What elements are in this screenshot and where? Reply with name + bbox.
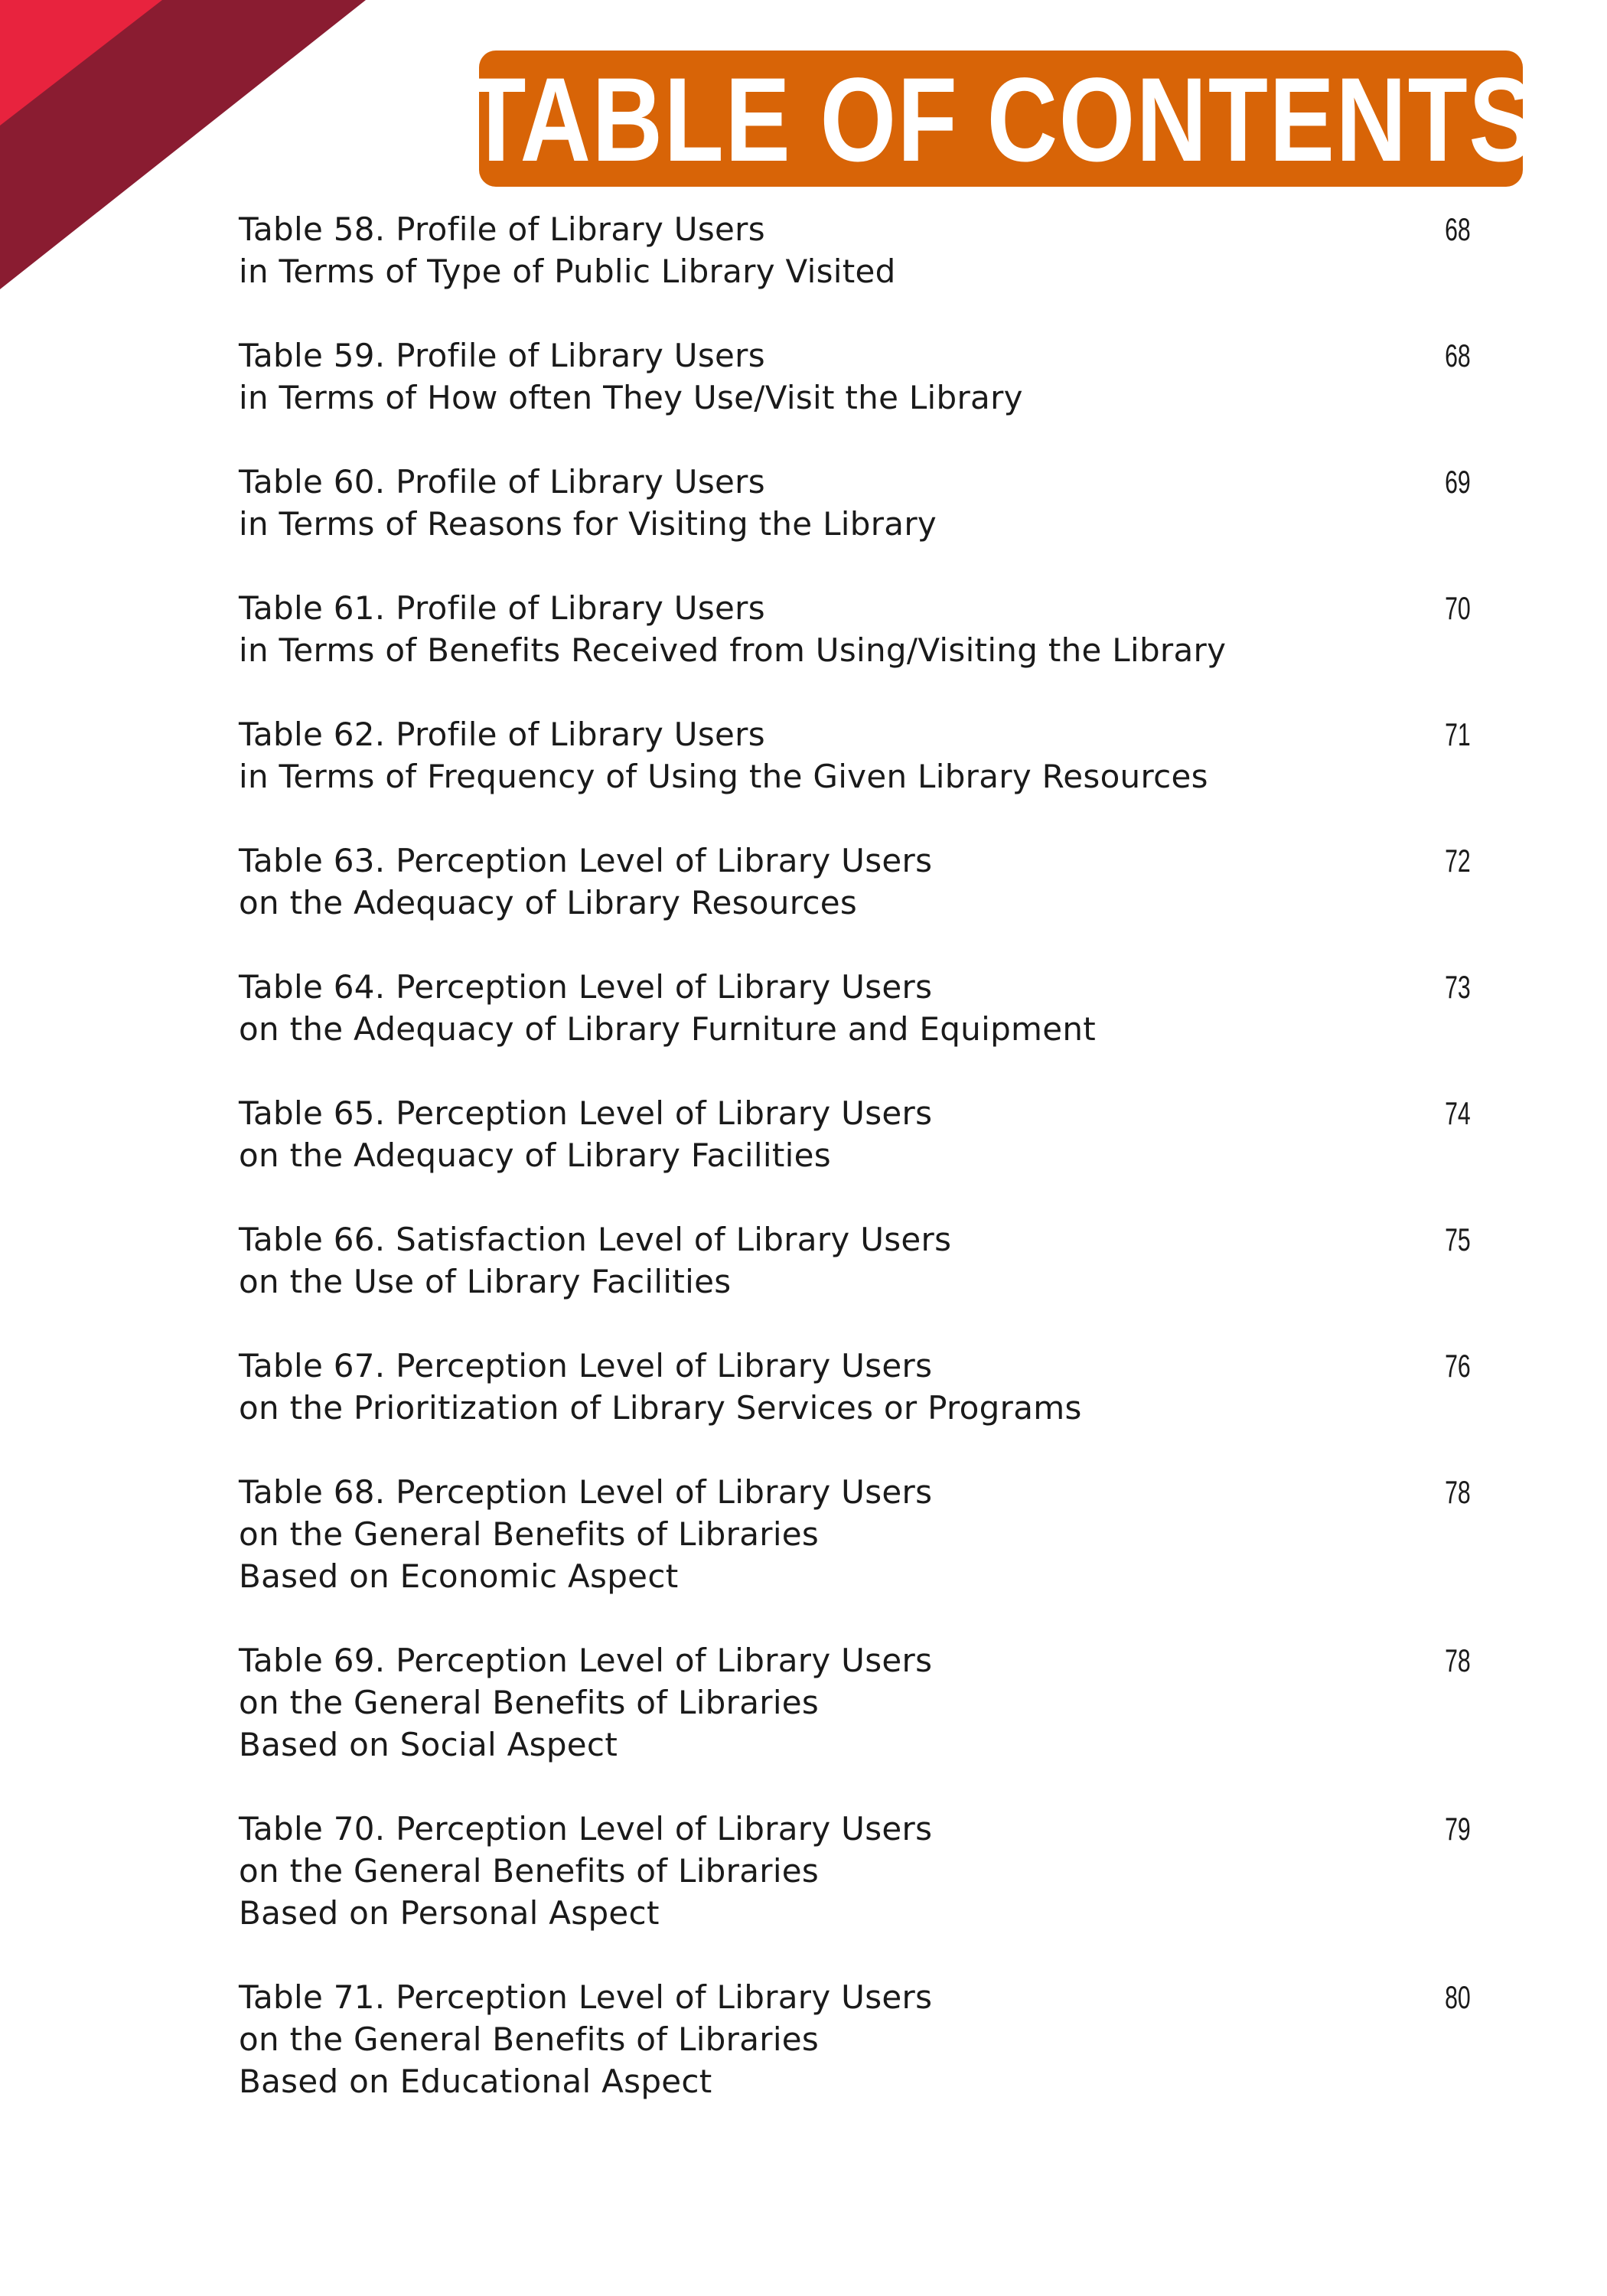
toc-entry-title: Table 59. Profile of Library Users <box>239 337 765 374</box>
toc-entry[interactable] <box>239 461 1471 545</box>
toc-entry-subtitle: Based on Educational Aspect <box>239 2063 712 2100</box>
toc-entry-subtitle: on the General Benefits of Libraries <box>239 1515 820 1553</box>
toc-entry-subtitle: in Terms of Type of Public Library Visited <box>239 253 896 290</box>
toc-entry-title: Table 61. Profile of Library Users <box>239 589 765 627</box>
toc-entry-title: Table 63. Perception Level of Library Users <box>239 842 933 879</box>
toc-entry-subtitle: Based on Social Aspect <box>239 1726 618 1763</box>
toc-entry-subtitle: on the Use of Library Facilities <box>239 1263 732 1300</box>
toc-entry-title: Table 58. Profile of Library Users <box>239 210 765 248</box>
toc-page-number: 72 <box>1445 843 1471 879</box>
toc-entry[interactable] <box>239 1639 1471 1766</box>
toc-entry[interactable] <box>239 1976 1471 2102</box>
toc-entry-subtitle: on the General Benefits of Libraries <box>239 2020 820 2058</box>
toc-entry-subtitle: Based on Personal Aspect <box>239 1894 660 1932</box>
toc-entry-title: Table 68. Perception Level of Library Users <box>239 1473 933 1511</box>
title-banner <box>466 51 1536 187</box>
toc-page-number: 68 <box>1445 211 1471 247</box>
toc-entry-subtitle: in Terms of Reasons for Visiting the Library <box>239 505 937 543</box>
toc-entry-title: Table 66. Satisfaction Level of Library Users <box>239 1221 952 1258</box>
toc-entry[interactable] <box>239 1092 1471 1176</box>
toc-list <box>239 208 1471 2144</box>
toc-entry-title: Table 70. Perception Level of Library Users <box>239 1810 933 1848</box>
toc-entry[interactable] <box>239 1345 1471 1429</box>
toc-page-number: 73 <box>1445 969 1471 1005</box>
toc-page-number: 71 <box>1445 716 1471 752</box>
toc-entry-subtitle: in Terms of How often They Use/Visit the Library <box>239 379 1023 416</box>
toc-entry[interactable] <box>239 208 1471 292</box>
toc-entry-title: Table 69. Perception Level of Library Users <box>239 1642 933 1679</box>
toc-page-number: 78 <box>1445 1642 1471 1678</box>
toc-entry[interactable] <box>239 1218 1471 1303</box>
toc-page-number: 74 <box>1445 1095 1471 1131</box>
toc-page-number: 70 <box>1445 590 1471 626</box>
toc-entry[interactable] <box>239 587 1471 671</box>
toc-entry-subtitle: on the Prioritization of Library Services or Programs <box>239 1389 1082 1427</box>
toc-entry-subtitle: on the General Benefits of Libraries <box>239 1684 820 1721</box>
toc-page-number: 69 <box>1445 464 1471 500</box>
toc-page-number: 79 <box>1445 1811 1471 1847</box>
toc-page-number: 76 <box>1445 1348 1471 1384</box>
toc-entry-title: Table 67. Perception Level of Library Users <box>239 1347 933 1384</box>
page-title: TABLE OF CONTENTS <box>466 54 1536 187</box>
toc-entry-subtitle: on the Adequacy of Library Furniture and Equipment <box>239 1010 1097 1048</box>
toc-page-number: 75 <box>1445 1221 1471 1257</box>
toc-entry-subtitle: on the General Benefits of Libraries <box>239 1852 820 1890</box>
toc-entry-title: Table 65. Perception Level of Library Users <box>239 1094 933 1132</box>
toc-entry[interactable] <box>239 1471 1471 1597</box>
toc-page-number: 80 <box>1445 1979 1471 2015</box>
toc-entry-title: Table 62. Profile of Library Users <box>239 716 765 753</box>
toc-entry-subtitle: in Terms of Frequency of Using the Given Library Resources <box>239 758 1208 795</box>
toc-entry-title: Table 64. Perception Level of Library Users <box>239 968 933 1006</box>
toc-page-number: 78 <box>1445 1474 1471 1510</box>
toc-entry-subtitle: on the Adequacy of Library Resources <box>239 884 858 921</box>
toc-entry-title: Table 71. Perception Level of Library Users <box>239 1978 933 2016</box>
toc-entry-title: Table 60. Profile of Library Users <box>239 463 765 501</box>
toc-entry[interactable] <box>239 713 1471 797</box>
toc-page-number: 68 <box>1445 338 1471 373</box>
toc-entry[interactable] <box>239 334 1471 419</box>
toc-entry[interactable] <box>239 1808 1471 1934</box>
toc-entry[interactable] <box>239 840 1471 924</box>
toc-entry-subtitle: Based on Economic Aspect <box>239 1557 679 1595</box>
toc-entry-subtitle: in Terms of Benefits Received from Using/Visiting the Library <box>239 631 1227 669</box>
toc-entry[interactable] <box>239 966 1471 1050</box>
toc-entry-subtitle: on the Adequacy of Library Facilities <box>239 1137 831 1174</box>
